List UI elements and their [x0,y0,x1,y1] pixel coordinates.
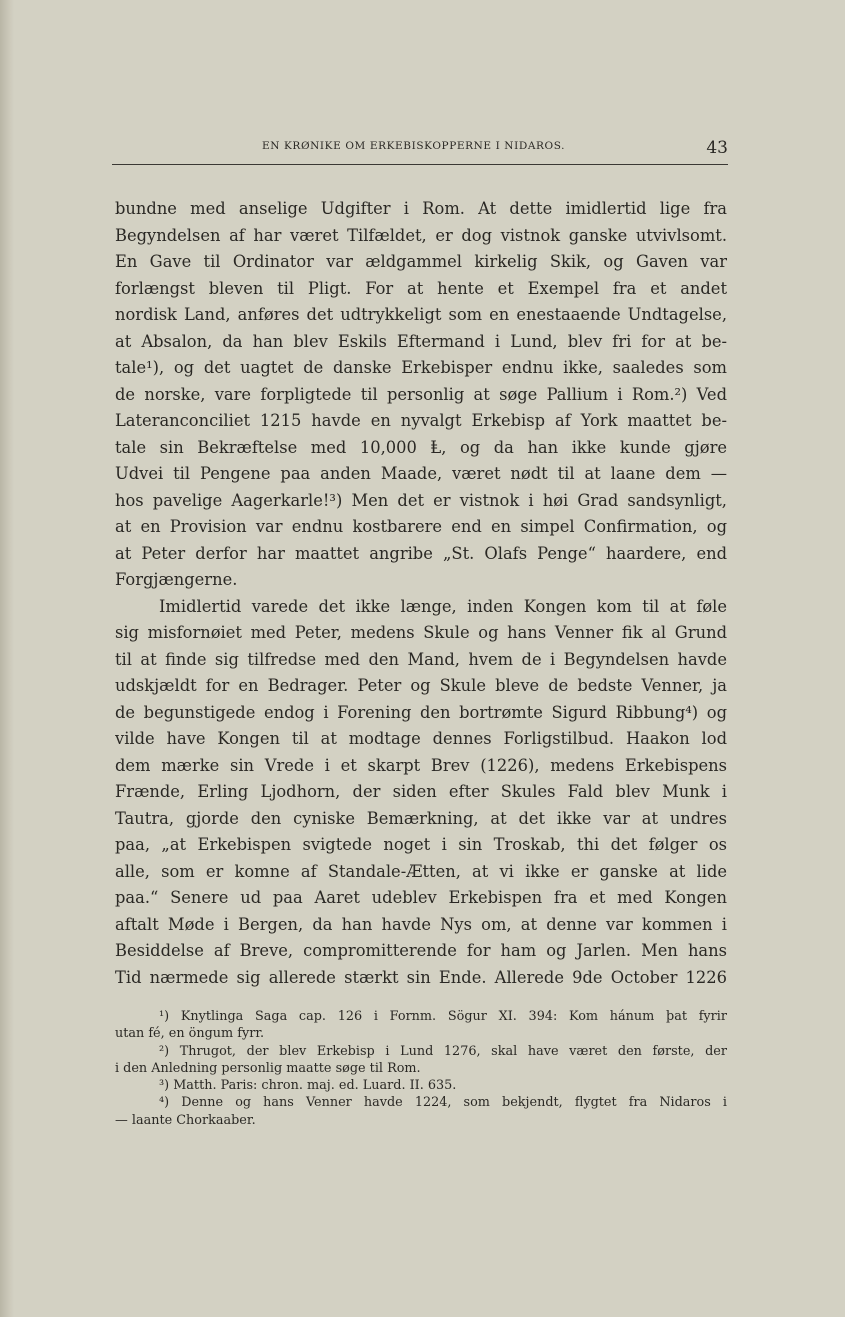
footnote-line: utan fé, en öngum fyrr. [115,1026,265,1042]
body-line: tale¹), og det uagtet de danske Erkebisper endnu ikke, saaledes som [115,358,727,377]
footnotes [115,1008,727,1129]
footnote-line: i den Anledning personlig maatte søge til Rom. [115,1060,421,1076]
body-line: bundne med anselige Udgifter i Rom. At dette imidlertid lige fra [115,199,727,218]
body-line: Begyndelsen af har været Tilfældet, er dog vistnok ganske utvivlsomt. [115,225,727,245]
body-line: nordisk Land, anføres det udtrykkeligt som en enestaaende Undtagelse, [115,305,727,324]
body-line: paa.“ Senere ud paa Aaret udeblev Erkebispen fra et med Kongen [115,888,727,907]
body-line: Udvei til Pengene paa anden Maade, været nødt til at laane dem — [115,464,727,483]
page-number: 43 [706,138,728,158]
body-line: de begunstigede endog i Forening den bortrømte Sigurd Ribbung⁴) og [115,702,727,722]
footnote-line: ²) Thrugot, der blev Erkebisp i Lund 1276, skal have været den første, der [159,1043,727,1059]
body-line: til at finde sig tilfredse med den Mand, hvem de i Begyndelsen havde [115,649,727,669]
body-line: Tautra, gjorde den cyniske Bemærkning, at det ikke var at undres [115,808,727,828]
footnote-line: ¹) Knytlinga Saga cap. 126 i Fornm. Sögur XI. 394: Kom hánum þat fyrir [159,1009,727,1024]
body-line: dem mærke sin Vrede i et skarpt Brev (1226), medens Erkebispens [115,755,727,775]
body-line: at en Provision var endnu kostbarere end en simpel Confirmation, og [115,517,727,536]
body-line: at Absalon, da han blev Eskils Eftermand i Lund, blev fri for at be- [115,331,727,351]
body-line: udskjældt for en Bedrager. Peter og Skule bleve de bedste Venner, ja [115,676,727,695]
body-line: Lateranconciliet 1215 havde en nyvalgt Erkebisp af York maattet be- [115,411,727,430]
body-line: paa, „at Erkebispen svigtede noget i sin Troskab, thi det følger os [115,835,727,854]
footnote-line: ⁴) Denne og hans Venner havde 1224, som bekjendt, flygtet fra Nidaros i [159,1095,727,1111]
body-line: vilde have Kongen til at modtage dennes Forligstilbud. Haakon lod [115,729,727,748]
body-text [115,196,727,991]
body-line: Besiddelse af Breve, compromitterende for ham og Jarlen. Men hans [115,941,727,960]
body-line: sig misfornøiet med Peter, medens Skule og hans Venner fik al Grund [115,623,727,642]
running-head: EN KRØNIKE OM ERKEBISKOPPERNE I NIDAROS. [262,140,566,152]
body-line: hos pavelige Aagerkarle!³) Men det er vistnok i høi Grad sandsynligt, [115,490,727,510]
body-line: de norske, vare forpligtede til personlig at søge Pallium i Rom.²) Ved [115,384,727,404]
body-line: Imidlertid varede det ikke længe, inden Kongen kom til at føle [159,596,727,616]
body-line: forlængst bleven til Pligt. For at hente et Exempel fra et andet [115,278,727,298]
body-line: tale sin Bekræftelse med 10,000 Ⱡ, og da han ikke kunde gjøre [115,437,727,457]
page-edge [0,0,14,1317]
body-line: Frænde, Erling Ljodhorn, der siden efter Skules Fald blev Munk i [115,782,727,801]
page-header [112,138,728,165]
body-line: Tid nærmede sig allerede stærkt sin Ende. Allerede 9de October 1226 [115,967,727,987]
body-line: at Peter derfor har maattet angribe „St. Olafs Penge“ haardere, end [115,543,727,563]
footnote-line: ³) Matth. Paris: chron. maj. ed. Luard. II. 635. [159,1078,457,1094]
body-line: alle, som er komne af Standale-Ætten, at vi ikke er ganske at lide [115,861,727,881]
body-line: Forgjængerne. [115,570,238,589]
body-line: aftalt Møde i Bergen, da han havde Nys om, at denne var kommen i [115,914,727,934]
footnote-line: — laante Chorkaaber. [115,1112,256,1128]
body-line: En Gave til Ordinator var ældgammel kirkelig Skik, og Gaven var [115,252,727,271]
